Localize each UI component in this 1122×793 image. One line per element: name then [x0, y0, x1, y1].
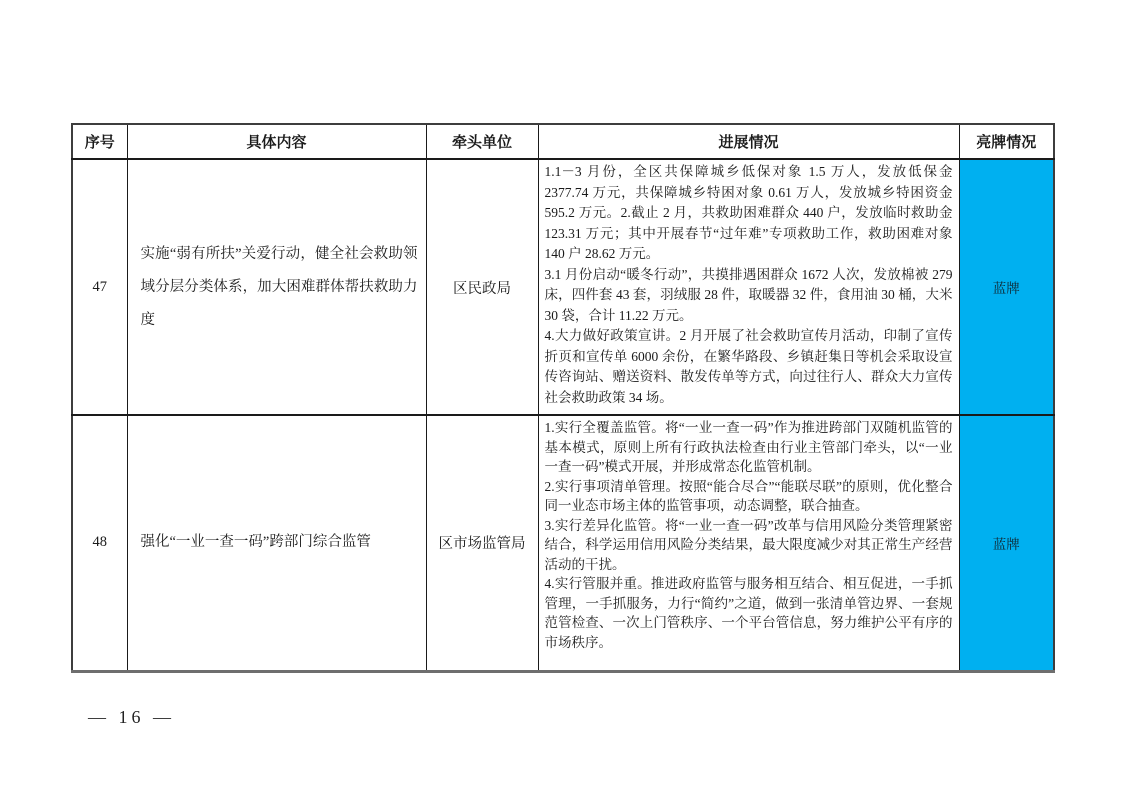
row47-content: 实施“弱有所扶”关爱行动，健全社会救助领域分层分类体系，加大困难群体帮扶救助力度 [127, 159, 426, 415]
table-header-row [72, 124, 1054, 159]
col-header-flag: 亮牌情况 [959, 124, 1054, 159]
row48-seq: 48 [72, 415, 127, 671]
table-row [72, 415, 1054, 671]
row48-lead-unit: 区市场监管局 [426, 415, 538, 671]
table-row [72, 159, 1054, 415]
row47-flag-badge: 蓝牌 [959, 159, 1054, 415]
row48-content: 强化“一业一查一码”跨部门综合监管 [127, 415, 426, 671]
row48-flag-badge: 蓝牌 [959, 415, 1054, 671]
col-header-unit: 牵头单位 [426, 124, 538, 159]
col-header-progress: 进展情况 [538, 124, 959, 159]
col-header-content: 具体内容 [127, 124, 426, 159]
page-number: — 16 — [88, 707, 175, 727]
progress-table [71, 123, 1055, 673]
row47-progress: 1.1－3 月份，全区共保障城乡低保对象 1.5 万人，发放低保金 2377.74 万元，共保障城乡特困对象 0.61 万人，发放城乡特困资金 595.2 万元。2.截止 2 月，共救助困难群众 440 户，发放临时救助金 123.31 万元；其中开展春节“过年难”专项救助工作，救助困难对象 140 户 28.62 万元。 3.1 月份启动“暖冬行动”，共摸排遇困群众 1672 人次，发放棉被 279 床，四件套 43 套，羽绒服 28 件，取暖器 32 件，食用油 30 桶，大米 30 袋，合计 11.22 万元。 4.大力做好政策宣讲。2 月开展了社会救助宣传月活动，印制了宣传折页和宣传单 6000 余份，在繁华路段、乡镇赶集日等机会采取设宣传咨询站、赠送资料、散发传单等方式，向过往行人、群众大力宣传社会救助政策 34 场。 [538, 159, 959, 415]
row48-progress: 1.实行全覆盖监管。将“一业一查一码”作为推进跨部门双随机监管的基本模式，原则上所有行政执法检查由行业主管部门牵头，以“一业一查一码”模式开展，并形成常态化监管机制。 2.实行事项清单管理。按照“能合尽合”“能联尽联”的原则，优化整合同一业态市场主体的监管事项，动态调整，联合抽查。 3.实行差异化监管。将“一业一查一码”改革与信用风险分类管理紧密结合，科学运用信用风险分类结果，最大限度减少对其正常生产经营活动的干扰。 4.实行管服并重。推进政府监管与服务相互结合、相互促进，一手抓管理，一手抓服务，力行“简约”之道，做到一张清单管边界、一套规范管检查、一次上门管秩序、一个平台管信息，努力维护公平有序的市场秩序。 [538, 415, 959, 671]
row47-lead-unit: 区民政局 [426, 159, 538, 415]
row47-seq: 47 [72, 159, 127, 415]
col-header-seq: 序号 [72, 124, 127, 159]
